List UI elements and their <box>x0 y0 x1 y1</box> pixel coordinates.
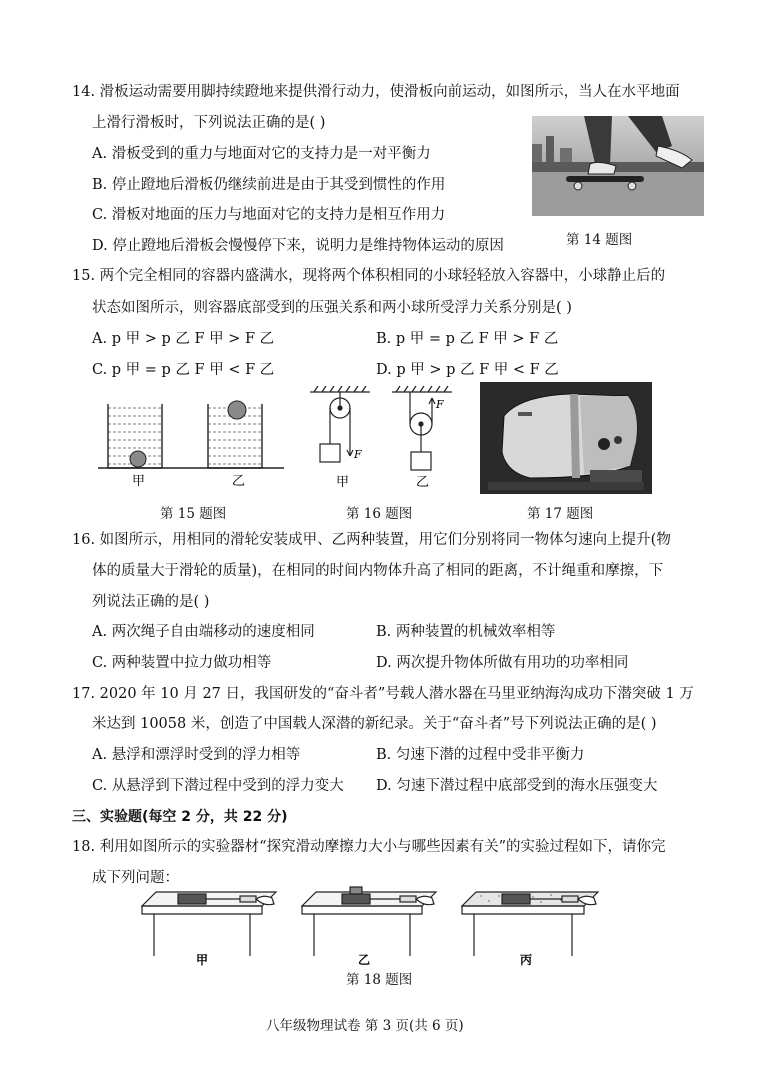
q18-label-jia: 甲 <box>196 953 209 967</box>
q14-option-a: A. 滑板受到的重力与地面对它的支持力是一对平衡力 <box>92 146 431 162</box>
q18-label-yi: 乙 <box>358 953 371 967</box>
q15-option-d: D. p 甲 > p 乙 F 甲 < F 乙 <box>376 362 559 378</box>
q18-setup-bing <box>462 892 598 956</box>
q18-figure-caption: 第 18 题图 <box>346 972 413 988</box>
q16-force-label-yi: F <box>436 398 444 411</box>
q15-container-jia <box>108 404 162 468</box>
q14-stem-line2: 上滑行滑板时，下列说法正确的是( ) <box>92 115 326 131</box>
q14-stem-line1: 14. 滑板运动需要用脚持续蹬地来提供滑行动力，使滑板向前运动，如图所示，当人在水平地面 <box>72 84 680 100</box>
q16-force-label-jia: F <box>354 448 362 461</box>
q17-option-b: B. 匀速下潜的过程中受非平衡力 <box>376 747 585 763</box>
q15-option-a: A. p 甲 > p 乙 F 甲 > F 乙 <box>92 331 275 347</box>
q16-option-d: D. 两次提升物体所做有用功的功率相同 <box>376 655 629 671</box>
page-footer: 八年级物理试卷 第 3 页(共 6 页) <box>266 1018 464 1034</box>
q17-option-d: D. 匀速下潜过程中底部受到的海水压强变大 <box>376 778 658 794</box>
q16-pulley-diagram <box>306 384 462 492</box>
q17-submersible-photo <box>480 382 652 494</box>
q18-label-bing: 丙 <box>520 953 533 967</box>
q14-skateboard-photo <box>532 116 704 216</box>
q16-option-a: A. 两次绳子自由端移动的速度相同 <box>92 624 315 640</box>
q16-label-yi: 乙 <box>416 475 430 490</box>
q18-stem-line2: 成下列问题： <box>92 870 179 886</box>
q14-option-b: B. 停止蹬地后滑板仍继续前进是由于其受到惯性的作用 <box>92 177 446 193</box>
q16-stem-line1: 16. 如图所示，用相同的滑轮安装成甲、乙两种装置，用它们分别将同一物体匀速向上提升(物 <box>72 532 671 548</box>
q15-figure-caption: 第 15 题图 <box>160 506 227 522</box>
q17-figure-caption: 第 17 题图 <box>527 506 594 522</box>
section-heading-experiment: 三、实验题(每空 2 分，共 22 分) <box>72 809 288 825</box>
q15-stem-line1: 15. 两个完全相同的容器内盛满水，现将两个体积相同的小球轻轻放入容器中，小球静止后的 <box>72 268 666 284</box>
q18-stem-line1: 18. 利用如图所示的实验器材“探究滑动摩擦力大小与哪些因素有关”的实验过程如下，请你完 <box>72 839 666 855</box>
q17-option-c: C. 从悬浮到下潜过程中受到的浮力变大 <box>92 778 344 794</box>
q18-friction-experiment-diagram <box>136 884 614 968</box>
q17-option-a: A. 悬浮和漂浮时受到的浮力相等 <box>92 747 301 763</box>
q16-option-b: B. 两种装置的机械效率相等 <box>376 624 556 640</box>
q14-option-d: D. 停止蹬地后滑板会慢慢停下来，说明力是维持物体运动的原因 <box>92 238 504 254</box>
q15-stem-line2: 状态如图所示，则容器底部受到的压强关系和两小球所受浮力关系分别是( ) <box>92 300 572 316</box>
q15-option-c: C. p 甲 = p 乙 F 甲 < F 乙 <box>92 362 275 378</box>
q15-label-jia: 甲 <box>132 474 146 488</box>
q16-figure-caption: 第 16 题图 <box>346 506 413 522</box>
q16-stem-line2: 体的质量大于滑轮的质量)，在相同的时间内物体升高了相同的距离，不计绳重和摩擦，下 <box>92 563 664 579</box>
q15-containers-diagram <box>96 392 286 488</box>
q15-option-b: B. p 甲 = p 乙 F 甲 > F 乙 <box>376 331 559 347</box>
q16-label-jia: 甲 <box>336 475 350 490</box>
q14-figure-caption: 第 14 题图 <box>566 232 633 248</box>
q16-stem-line3: 列说法正确的是( ) <box>92 594 210 610</box>
q14-option-c: C. 滑板对地面的压力与地面对它的支持力是相互作用力 <box>92 207 446 223</box>
q18-setup-yi <box>302 887 436 956</box>
q15-container-yi <box>208 401 262 468</box>
q17-stem-line1: 17. 2020 年 10 月 27 日，我国研发的“奋斗者”号载人潜水器在马里亚纳海沟成功下潜突破 1 万 <box>72 686 694 702</box>
q17-stem-line2: 米达到 10058 米，创造了中国载人深潜的新纪录。关于“奋斗者”号下列说法正确的是( ) <box>92 716 657 732</box>
q15-label-yi: 乙 <box>232 474 246 488</box>
q16-option-c: C. 两种装置中拉力做功相等 <box>92 655 272 671</box>
q18-setup-jia <box>142 892 276 956</box>
